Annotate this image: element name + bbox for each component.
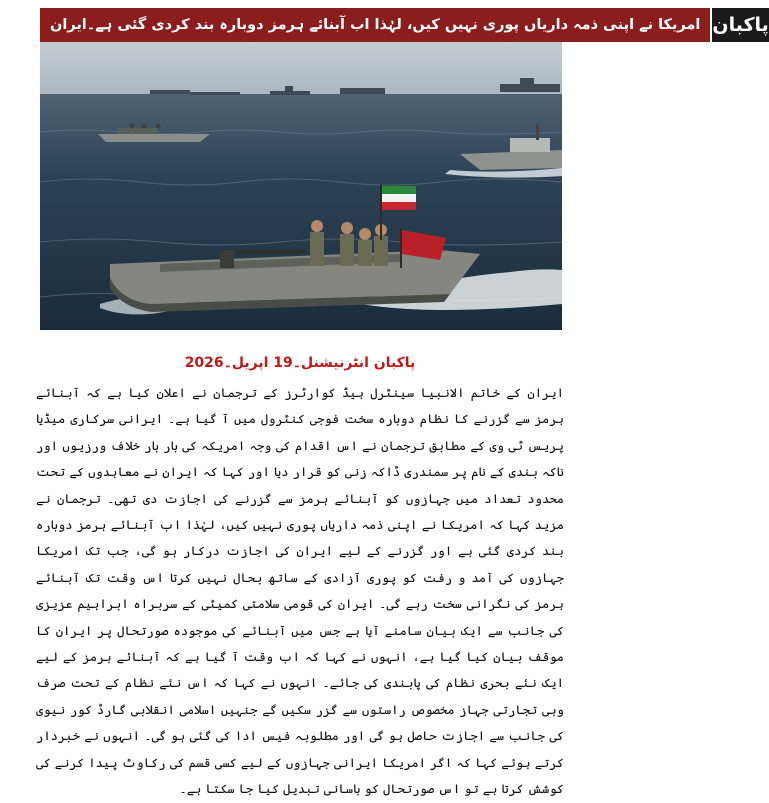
patrol-boat-image — [40, 42, 562, 330]
article-text: ایران کے خاتم الانبیا سینٹرل ہیڈ کوارٹرز کے ترجمان نے اعلان کیا ہے کہ آبنائے ہرمز سے گزرنے کا نظام دوبارہ سخت فوجی کنٹرول میں آ گیا ہے۔ ایرانی سرکاری میڈیا پریس ٹی وی کے مطابق ترجمان نے اس اقدام کی وجہ امریکہ کی بار بار خلاف ورزیوں اور ناکہ بندی کے نام پر سمندری ڈاکہ زنی کو قرار دیا اور کہا کہ ایران نے معاہدوں کے تحت محدود تعداد میں جہازوں کو آبنائے ہرمز سے گزرنے کی اجازت دی تھی۔ ترجمان نے مزید کہا کہ امریکا نے اپنی ذمہ داریاں پوری نہیں کیں، لہٰذا اب آبنائے ہرمز دوبارہ بند کردی گئی ہے اور گزرنے کے لیے ایران کی اجازت درکار ہو گی، جب تک امریکا جہازوں کی آمد و رفت کو پوری آزادی کے ساتھ بحال نہیں کرتا اس وقت تک آبنائے ہرمز کی نگرانی سخت رہے گی۔ ایران کی قومی سلامتی کمیٹی کے سربراہ ابراہیم عزیزی کی جانب سے ایک بیان سامنے آیا ہے جس میں آبنائے کی موجودہ صورتحال پر ایران کا موقف بیان کیا گیا ہے، انہوں نے کہا کہ اب وقت آ گیا ہے کہ آبنائے ہرمز کے لیے ایک نئے بحری نظام کی پابندی کی جائے۔ انہوں نے کہا کہ اس نئے نظام کے تحت صرف وہی تجارتی جہاز مخصوص راستوں سے گزر سکیں گے جنہیں اسلامی انقلابی گارڈ کور نیوی کی جانب سے اجازت حاصل ہو گی اور مطلوبہ فیس ادا کی گئی ہو گی۔ انہوں نے خبردار کرتے ہوئے کہا کہ اگر امریکا ایرانی جہازوں کے لیے کسی قسم کی رکاوٹ پیدا کرنے کی کوشش کرتا ہے تو اس صورتحال کو باسانی تبدیل کیا جا سکتا ہے۔ — [36, 385, 564, 797]
news-photo — [40, 42, 562, 330]
brand-logo: پاکبان — [710, 8, 768, 42]
sky — [40, 42, 562, 96]
headline: امریکا نے اپنی ذمہ داریاں پوری نہیں کیں، لہٰذا اب آبنائے ہرمز دوبارہ بند کردی گئی ہے۔ایران — [40, 8, 710, 42]
dateline: پاکبان انٹرنیشنل۔19 اپریل۔2026 — [184, 355, 416, 371]
news-banner — [40, 8, 769, 42]
article-body — [36, 380, 564, 803]
